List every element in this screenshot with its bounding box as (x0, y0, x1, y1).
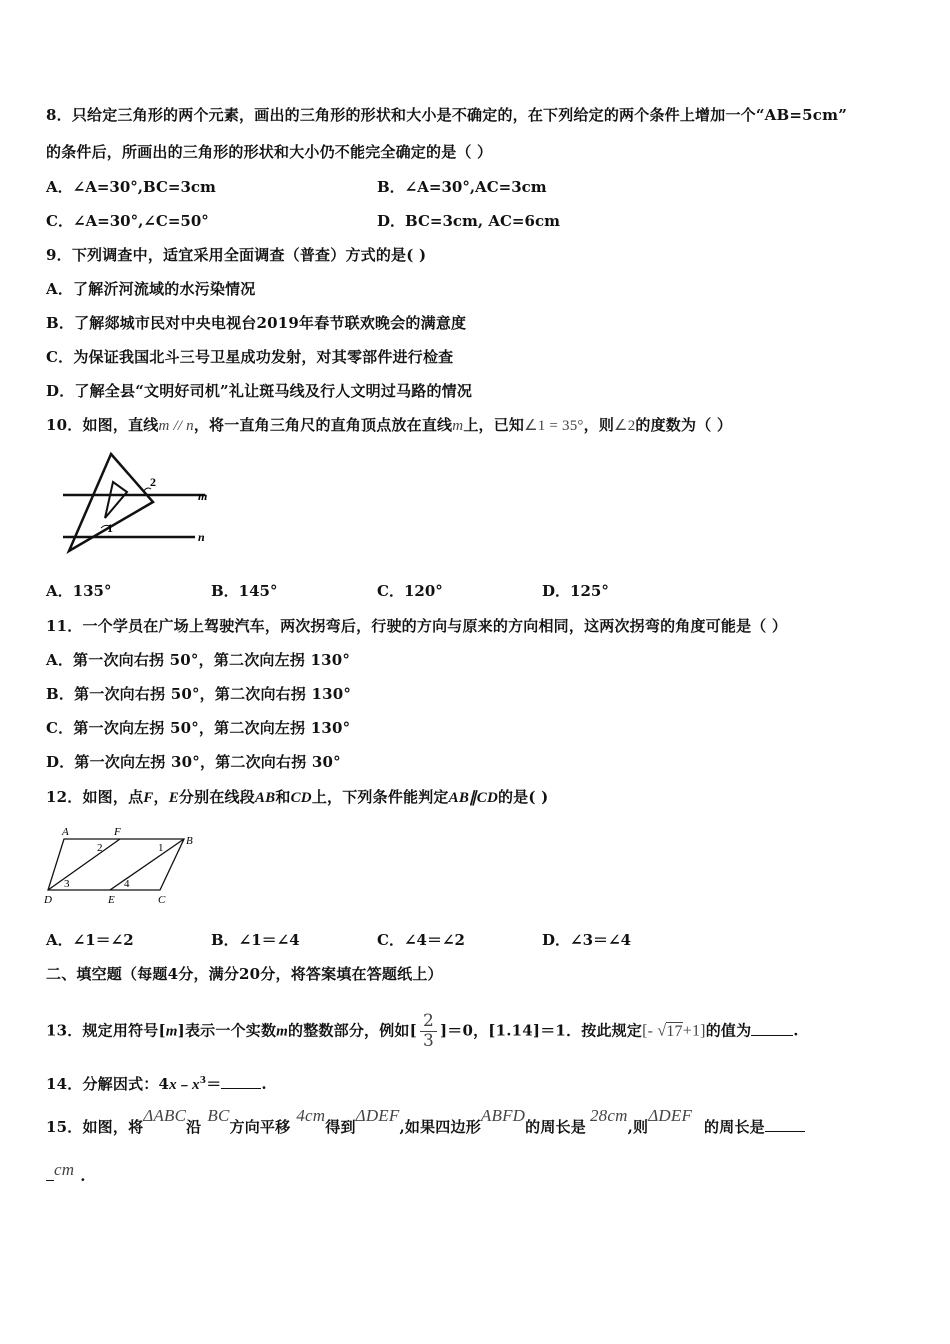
sqrt-icon: √ (657, 1022, 667, 1040)
q13-expr-left: [- (642, 1022, 654, 1040)
q13-var-m1: m (165, 1023, 178, 1040)
q14-stem (46, 1073, 267, 1094)
q8-stem-line2: 的条件后，所画出的三角形的形状和大小仍不能完全确定的是（ ） (46, 143, 493, 161)
q10-option-c: C．120° (377, 582, 443, 600)
q13-expression (642, 1022, 706, 1040)
q14-equals: ＝ (206, 1075, 222, 1093)
q14-var-x2: x (192, 1077, 200, 1093)
q13-expr-right: +1] (682, 1022, 706, 1040)
q14-answer-blank[interactable] (221, 1088, 261, 1089)
q12-label-angle-2: 2 (97, 842, 103, 854)
q15-direction: 方向平移 (229, 1118, 291, 1136)
q9-option-d: D．了解全县“文明好司机”礼让斑马线及行人文明过马路的情况 (46, 382, 473, 400)
q10-label-n: n (198, 530, 205, 544)
q8-option-a: A．∠A=30°,BC=3cm (46, 178, 216, 196)
q12-ab-par-cd: AB∥CD (448, 790, 498, 806)
q15-stem (46, 1106, 805, 1136)
q15-quad-pre: ,如果四边形 (399, 1118, 481, 1136)
q10-option-a: A．135° (46, 582, 112, 600)
q10-label-2: 2 (150, 475, 156, 489)
q12-label-b: B (186, 835, 193, 847)
q12-and: 和 (275, 788, 291, 806)
q10-option-b: B．145° (211, 582, 278, 600)
q13-mid: ]表示一个实数 (177, 1021, 277, 1040)
q10-pre: 10．如图，直线 (46, 416, 159, 434)
q10-label-m: m (198, 489, 208, 503)
q12-point-e: E (168, 790, 179, 806)
q13-post: 的值为 (705, 1021, 752, 1040)
q12-option-d: D．∠3＝∠4 (542, 931, 632, 949)
q13-fraction-denominator: 3 (422, 1031, 434, 1051)
q15-perimeter-text: 的周长是 (525, 1118, 586, 1136)
q12-pre: 12．如图，点 (46, 788, 144, 806)
q11-option-d: D．第一次向左拐 30°，第二次向右拐 30° (46, 753, 341, 771)
q11-option-a: A．第一次向右拐 50°，第二次向左拐 130° (46, 651, 351, 669)
q15-answer-blank[interactable] (765, 1131, 805, 1132)
q10-mid3: ，则 (583, 416, 615, 434)
q11-option-c: C．第一次向左拐 50°，第二次向左拐 130° (46, 719, 351, 737)
q11-stem: 11．一个学员在广场上驾驶汽车，两次拐弯后，行驶的方向与原来的方向相同，这两次拐弯的角度可能是（ ） (46, 617, 788, 635)
q15-along: 沿 (186, 1118, 202, 1136)
q10-stem (46, 414, 732, 435)
q15-end: . (80, 1167, 86, 1185)
q15-math-tri-def-2: ΔDEF (648, 1106, 693, 1125)
q13-stem (46, 1012, 799, 1051)
q12-point-f: F (143, 790, 154, 806)
q14-exponent: 3 (199, 1076, 207, 1086)
q8-option-d: D．BC=3cm, AC=6cm (377, 212, 560, 230)
q12-segment-fd (48, 839, 120, 890)
q10-figure (55, 446, 225, 561)
section-2-heading: 二、填空题（每题4分，满分20分，将答案填在答题纸上） (46, 965, 443, 983)
q12-option-c: C．∠4＝∠2 (377, 931, 465, 949)
q12-label-a: A (62, 826, 69, 838)
q14-end: . (261, 1075, 267, 1093)
q9-option-a: A．了解沂河流域的水污染情况 (46, 280, 256, 298)
q13-fraction-numerator: 2 (420, 1012, 437, 1032)
q8-stem-line1: 8．只给定三角形的两个元素，画出的三角形的形状和大小是不确定的，在下列给定的两个条件上增加一个“AB=5cm” (46, 106, 848, 124)
q15-math-tri-abc: ΔABC (143, 1106, 187, 1125)
q15-math-tri-def: ΔDEF (355, 1106, 400, 1125)
q13-mid3: ]＝0，[1.14]＝1．按此规定 (439, 1021, 643, 1040)
q8-option-c: C．∠A=30°,∠C=50° (46, 212, 209, 230)
q15-math-unit: cm (54, 1160, 75, 1179)
q14-pre: 14．分解因式：4 (46, 1075, 170, 1093)
q12-option-a: A．∠1＝∠2 (46, 931, 134, 949)
q10-option-d: D．125° (542, 582, 609, 600)
q12-label-e: E (108, 894, 115, 906)
q13-mid2: 的整数部分，例如[ (288, 1021, 417, 1040)
q15-pre: 15．如图，将 (46, 1118, 144, 1136)
q14-var-x1: x (169, 1077, 177, 1093)
q13-pre: 13．规定用符号[ (46, 1021, 166, 1040)
q9-option-c: C．为保证我国北斗三号卫星成功发射，对其零部件进行检查 (46, 348, 454, 366)
q15-stem-line2 (46, 1160, 86, 1185)
q9-option-b: B．了解郯城市民对中央电视台2019年春节联欢晚会的满意度 (46, 314, 467, 332)
q11-option-b: B．第一次向右拐 50°，第二次向右拐 130° (46, 685, 352, 703)
q15-get: 得到 (325, 1118, 356, 1136)
q12-label-d: D (44, 894, 52, 906)
q10-post: 的度数为（ ） (635, 416, 733, 434)
q12-stem (46, 786, 548, 807)
q13-var-m2: m (276, 1023, 289, 1040)
q12-label-angle-3: 3 (64, 878, 70, 890)
q15-math-perimeter-value: 28cm (589, 1106, 628, 1125)
q13-fraction (420, 1012, 437, 1051)
q10-mid2: 上，已知 (463, 416, 525, 434)
q12-figure (40, 824, 200, 910)
q15-then: ,则 (627, 1118, 649, 1136)
q10-mid: ，将一直角三角尺的直角顶点放在直线 (193, 416, 453, 434)
q15-ask: 的周长是 (704, 1118, 765, 1136)
q10-triangle-inner (105, 482, 127, 518)
q14-minus: ﹣ (176, 1075, 193, 1093)
q15-math-bc: BC (207, 1106, 230, 1125)
q12-mid: 分别在线段 (178, 788, 255, 806)
q10-math-angle1: ∠1 = 35° (524, 418, 584, 434)
q12-post: 的是( ) (497, 788, 549, 806)
q9-stem: 9．下列调查中，适宜采用全面调查（普查）方式的是( ) (46, 246, 427, 264)
q8-option-b: B．∠A=30°,AC=3cm (377, 178, 547, 196)
q12-seg-ab: AB (254, 790, 276, 806)
q12-segment-be (110, 839, 184, 890)
q15-math-distance: 4cm (296, 1106, 326, 1125)
q12-option-b: B．∠1＝∠4 (211, 931, 300, 949)
q10-math-angle2: ∠2 (614, 418, 636, 434)
q12-label-f: F (114, 826, 121, 838)
q12-seg-cd: CD (290, 790, 312, 806)
q10-math-m: m (452, 418, 464, 434)
q12-label-angle-4: 4 (124, 878, 130, 890)
q15-math-quad-abfd: ABFD (480, 1106, 526, 1125)
q10-label-1: 1 (107, 521, 113, 535)
q13-expr-radicand: 17 (666, 1022, 683, 1040)
q13-answer-blank[interactable] (751, 1035, 793, 1036)
q10-math-m-par-n: m // n (158, 418, 194, 434)
q15-answer-blank-tail[interactable] (46, 1180, 54, 1181)
q12-mid2: 上，下列条件能判定 (311, 788, 449, 806)
q12-label-angle-1: 1 (158, 842, 164, 854)
q12-label-c: C (158, 894, 166, 906)
q13-end: . (793, 1021, 799, 1040)
q12-sep: ， (153, 788, 169, 806)
